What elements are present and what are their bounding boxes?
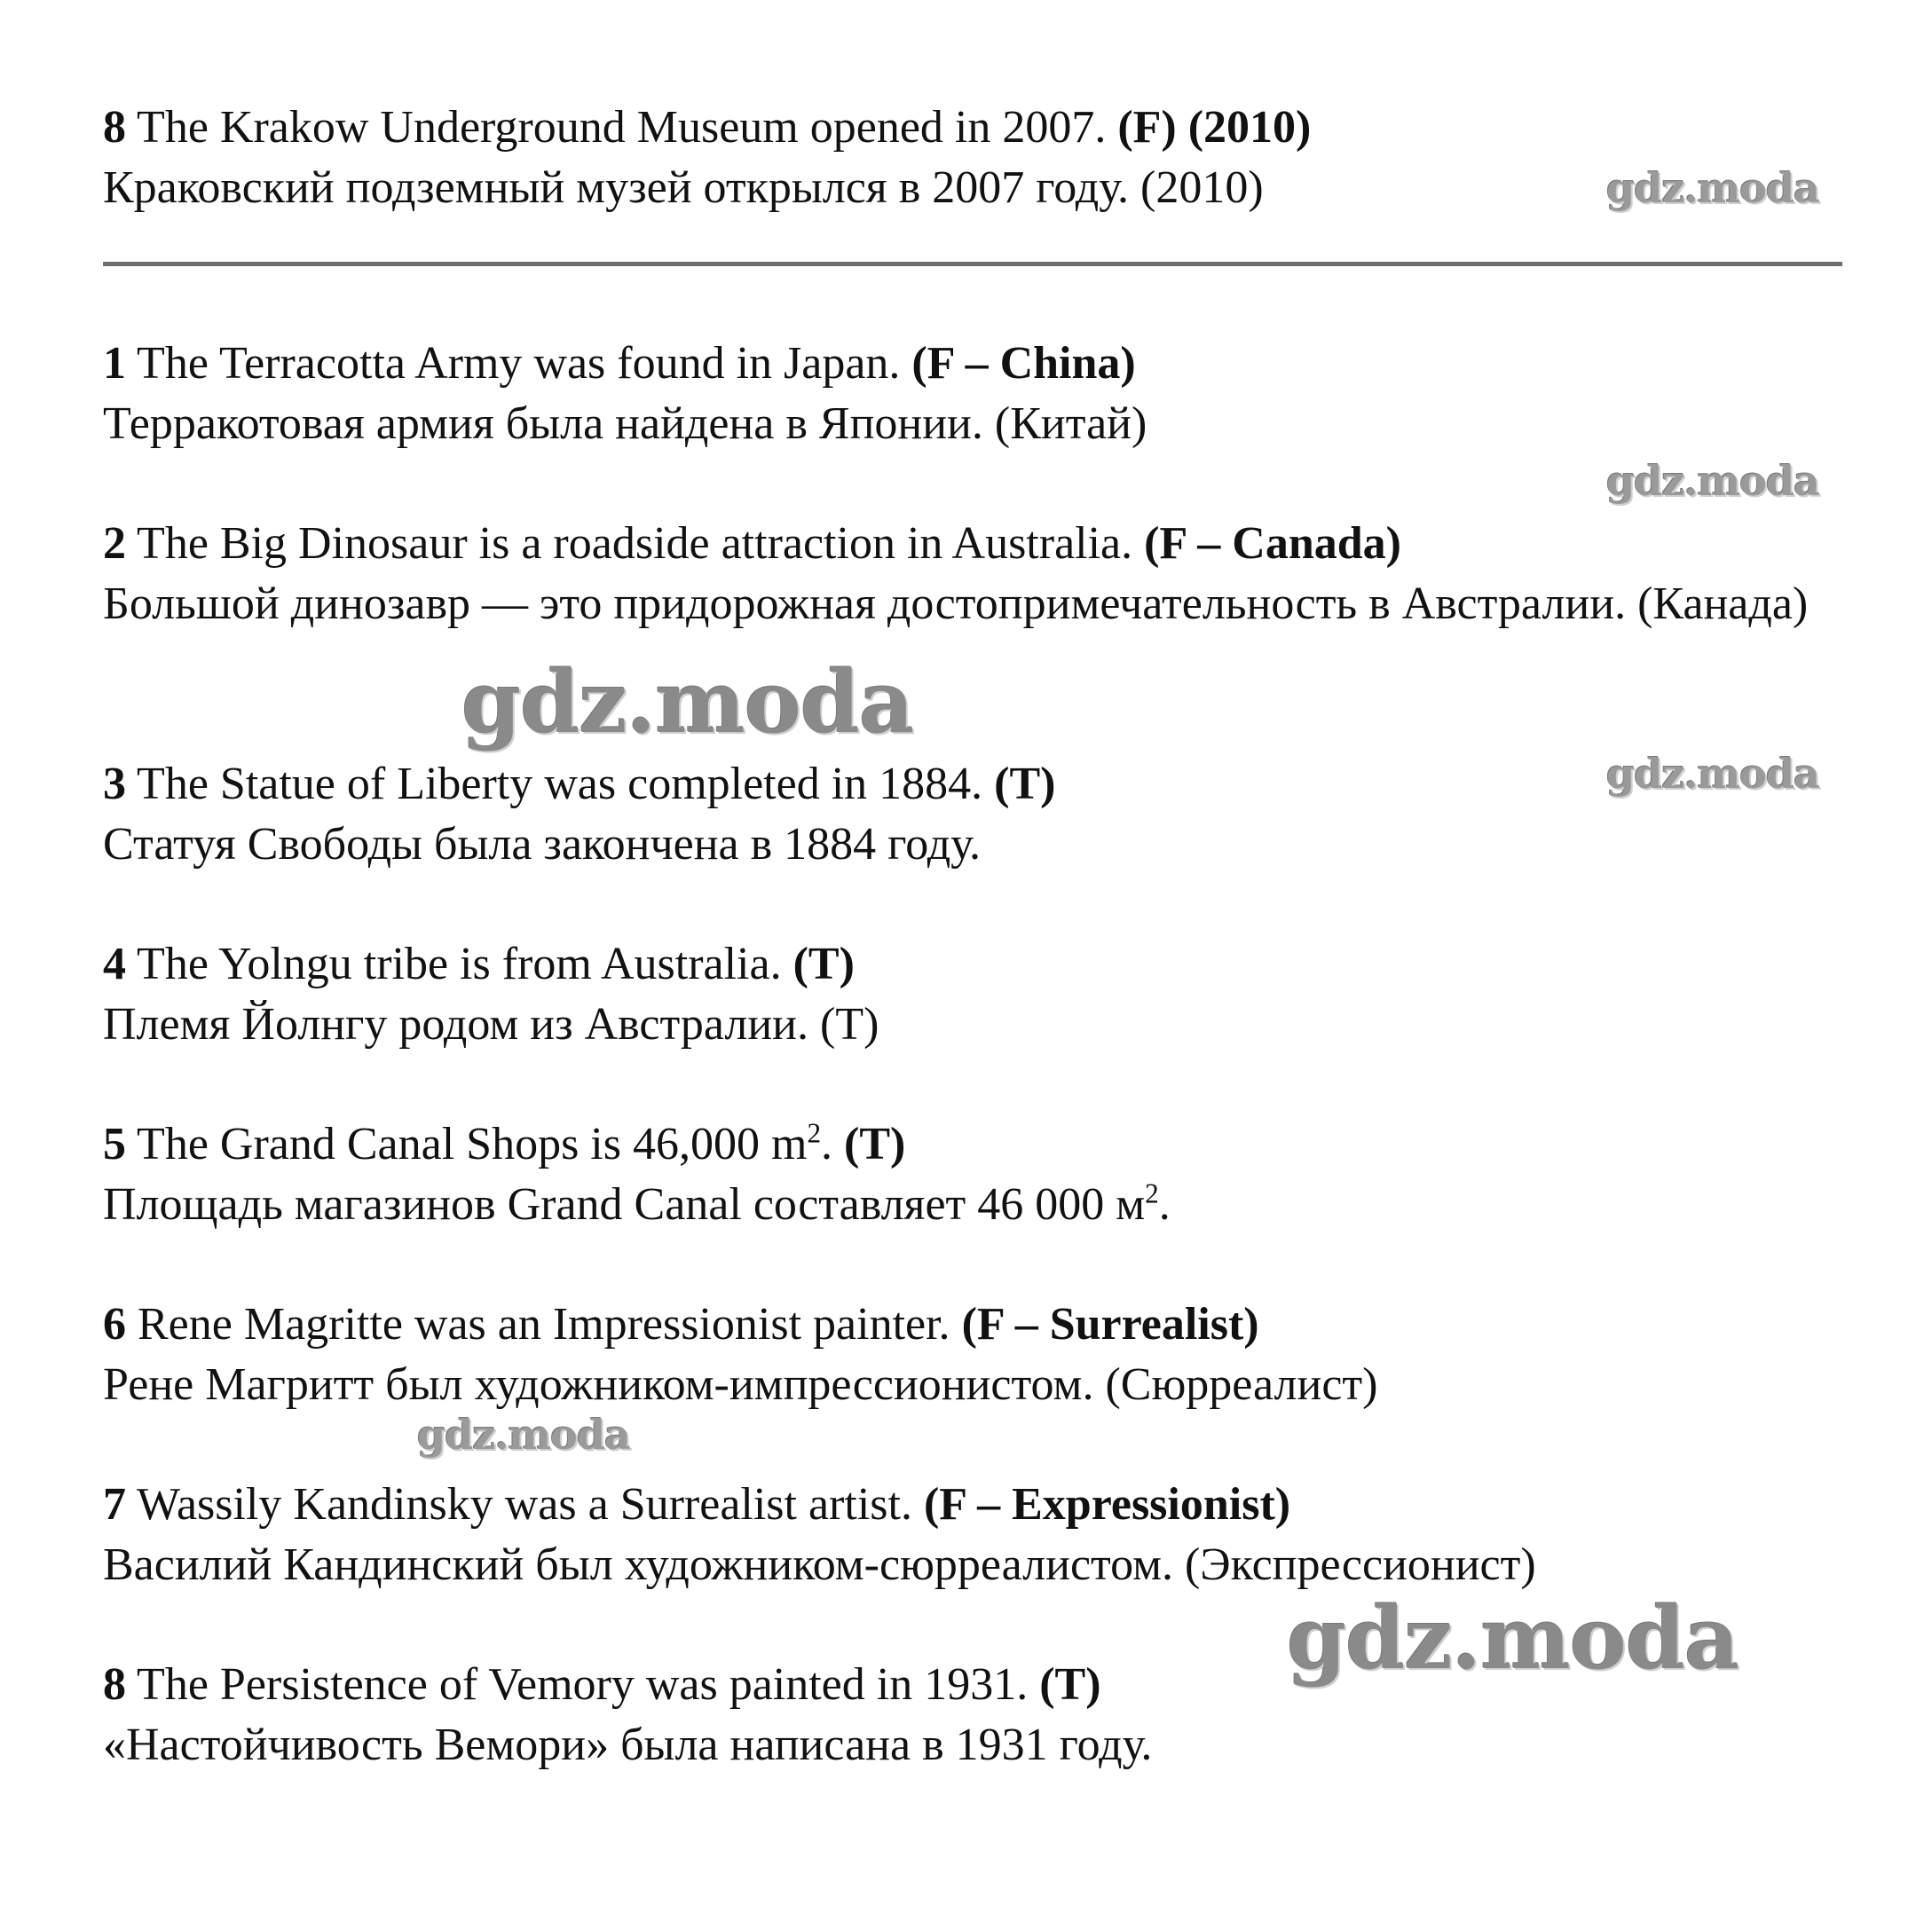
item-number: 5 [103,1119,126,1169]
item-number: 1 [103,338,126,389]
item-english [103,1114,1842,1175]
item-english [103,934,1842,995]
watermark: gdz.moda [1606,750,1819,798]
item-number: 7 [103,1479,126,1530]
item-answer: (F) (2010) [1117,102,1312,153]
question-item-3 [103,754,1842,875]
item-en-text: The Big Dinosaur is a roadside attraction in Australia. [126,518,1145,569]
question-item-6 [103,1295,1842,1415]
item-english [103,754,1842,815]
item-en-text: The Krakow Underground Museum opened in 2007. [126,102,1118,153]
section-divider [103,262,1842,266]
item-russian [103,1175,1842,1235]
item-english [103,1295,1842,1355]
item-number: 6 [103,1299,126,1350]
item-russian: Василий Кандинский был художником-сюрреалистом. (Экспрессионист) [103,1539,1536,1590]
item-russian: Племя Йолнгу родом из Австралии. (Т) [103,999,879,1050]
watermark: gdz.moda [1606,164,1819,212]
item-answer: (T) [844,1119,906,1169]
item-ru-after: . [1158,1179,1171,1230]
question-item-1 [103,334,1842,454]
item-en-text: The Terracotta Army was found in Japan. [126,338,912,389]
item-number: 4 [103,939,126,989]
item-russian: «Настойчивость Вемори» была написана в 1931 году. [103,1720,1153,1770]
item-answer: (F – Canada) [1144,518,1401,569]
item-en-text: The Grand Canal Shops is 46,000 m [126,1119,808,1169]
item-answer: (F – Expressionist) [923,1479,1291,1530]
question-item-2 [103,514,1842,634]
question-item-4 [103,934,1842,1055]
item-number: 3 [103,759,126,809]
item-en-text: The Yolngu tribe is from Australia. [126,939,793,989]
item-answer: (T) [1039,1659,1101,1710]
watermark: gdz.moda [461,652,914,752]
item-russian: Рене Магритт был художником-импрессионистом. (Сюрреалист) [103,1359,1378,1410]
item-number: 8 [103,102,126,153]
item-en-after: . [821,1119,845,1169]
question-item-7 [103,1475,1842,1595]
item-superscript: 2 [807,1117,822,1149]
question-item-5 [103,1114,1842,1235]
item-russian: Большой динозавр — это придорожная достопримечательность в Австралии. (Канада) [103,579,1809,629]
item-en-text: The Persistence of Vemory was painted in 1931. [126,1659,1040,1710]
item-answer: (T) [994,759,1056,809]
top-item-english [103,98,1842,158]
item-ru-text: Площадь магазинов Grand Canal составляет 46 000 м [103,1179,1146,1230]
item-superscript: 2 [1145,1177,1159,1209]
item-russian: Статуя Свободы была закончена в 1884 году. [103,819,981,870]
item-en-text: Rene Magritte was an Impressionist painter. [126,1299,962,1350]
item-en-text: The Statue of Liberty was completed in 1884. [126,759,995,809]
item-number: 2 [103,518,126,569]
item-english [103,1475,1842,1535]
item-en-text: Wassily Kandinsky was a Surrealist artist. [126,1479,924,1530]
item-english [103,334,1842,394]
item-number: 8 [103,1659,126,1710]
top-item [103,98,1842,218]
item-answer: (F – China) [911,338,1136,389]
item-answer: (F – Surrealist) [961,1299,1259,1350]
item-english [103,514,1842,574]
watermark: gdz.moda [1287,1588,1739,1689]
item-russian: Терракотовая армия была найдена в Японии. (Китай) [103,398,1147,449]
watermark: gdz.moda [1606,457,1819,505]
item-answer: (T) [793,939,855,989]
top-item-russian: Краковский подземный музей открылся в 2007 году. (2010) [103,162,1264,213]
watermark: gdz.moda [417,1411,630,1459]
